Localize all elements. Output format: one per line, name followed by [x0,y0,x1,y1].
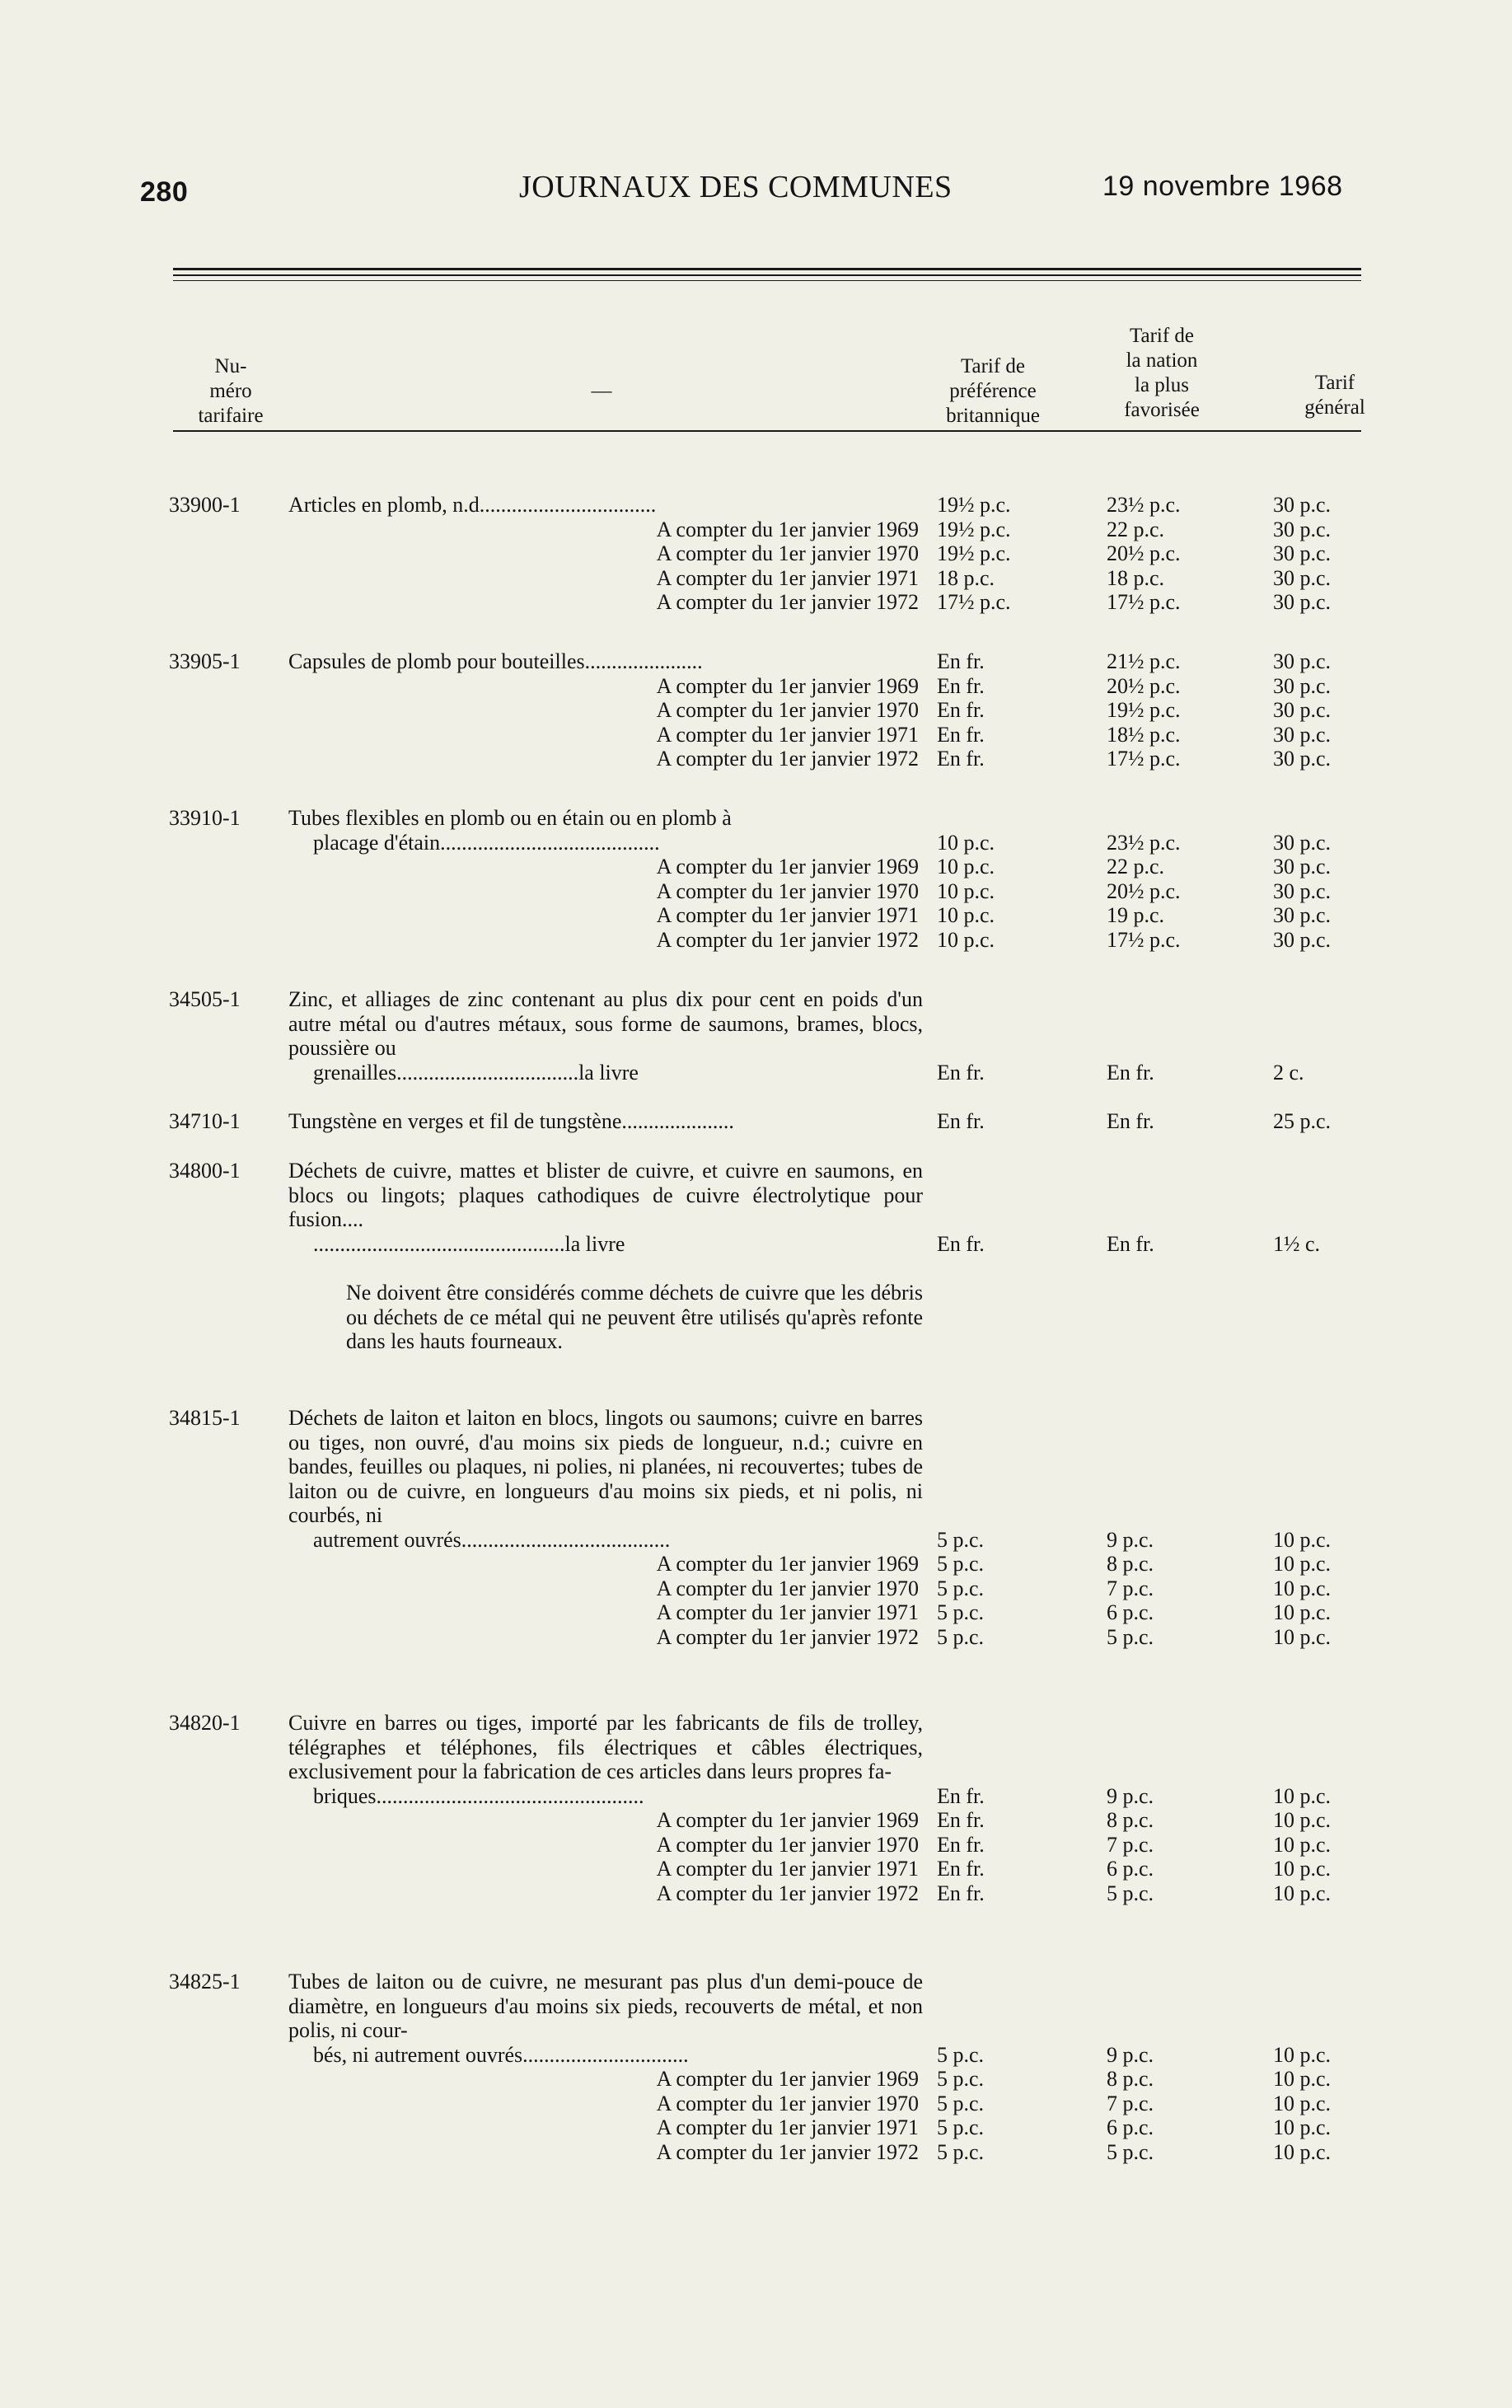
britannique-rate: En fr. [937,1783,985,1808]
rate-label: A compter du 1er janvier 1972 [656,2139,919,2164]
rate-label: Articles en plomb, n.d................................. [288,493,657,517]
rate-label: A compter du 1er janvier 1969 [656,1552,919,1576]
rate-label: A compter du 1er janvier 1970 [656,2091,919,2115]
rate-row [0,1061,1512,1085]
rate-rows [0,831,1512,953]
britannique-rate: 5 p.c. [937,2091,985,2115]
tariff-number: 33900-1 [169,493,241,517]
rate-label: Tungstène en verges et fil de tungstène..................... [288,1109,734,1133]
britannique-rate: 10 p.c. [937,855,995,878]
column-header-numero: Nu- méro tarifaire [198,355,264,427]
rate-label: A compter du 1er janvier 1971 [656,722,919,747]
rate-row [0,879,1512,904]
general-rate: 1½ c. [1273,1231,1321,1256]
rate-row [0,518,1512,542]
favorisee-rate: 20½ p.c. [1107,878,1181,903]
general-rate: 30 p.c. [1273,698,1332,722]
rate-row [0,698,1512,723]
rate-row [0,1833,1512,1858]
column-header-favorisee: Tarif de la nation la plus favorisée [1124,325,1200,421]
britannique-rate: En fr. [937,1857,985,1881]
rate-rows [0,649,1512,771]
britannique-rate: 19½ p.c. [937,493,1011,517]
rate-label: grenailles..................................la livre [313,1060,639,1085]
favorisee-rate: 19 p.c. [1107,903,1165,927]
general-rate: 30 p.c. [1273,855,1332,878]
tariff-number: 34505-1 [169,987,241,1011]
general-rate: 10 p.c. [1273,1808,1332,1832]
rate-label: A compter du 1er janvier 1972 [656,1624,919,1649]
rate-row [0,493,1512,518]
britannique-rate: 5 p.c. [937,1600,985,1624]
description-text: Déchets de cuivre, mattes et blister de cuivre, et cuivre en saumons, en blocs ou lingots; plaques cathodiques de cuivre électrolytique pour fusion.... [288,1159,923,1231]
favorisee-rate: 18½ p.c. [1107,722,1181,747]
favorisee-rate: 18 p.c. [1107,565,1165,590]
rate-rows [0,1232,1512,1257]
rate-label: A compter du 1er janvier 1970 [656,698,919,722]
rate-label: A compter du 1er janvier 1971 [656,1857,919,1881]
favorisee-rate: 5 p.c. [1107,1881,1154,1905]
tariff-description [288,806,923,831]
general-rate: 10 p.c. [1273,2067,1332,2091]
general-rate: 10 p.c. [1273,1857,1332,1881]
favorisee-rate: 23½ p.c. [1107,493,1181,517]
favorisee-rate: 9 p.c. [1107,1783,1154,1808]
favorisee-rate: 22 p.c. [1107,855,1165,878]
rate-row [0,1576,1512,1601]
britannique-rate: 10 p.c. [937,878,995,903]
rate-label: A compter du 1er janvier 1970 [656,1832,919,1857]
britannique-rate: 5 p.c. [937,2042,985,2067]
general-rate: 30 p.c. [1273,493,1332,517]
rate-row [0,1600,1512,1625]
rate-row [0,2092,1512,2116]
column-header-rule [173,430,1361,432]
general-rate: 30 p.c. [1273,541,1332,565]
britannique-rate: 17½ p.c. [937,590,1011,614]
general-rate: 10 p.c. [1273,1527,1332,1552]
britannique-rate: En fr. [937,698,985,722]
britannique-rate: En fr. [937,1109,985,1133]
general-rate: 10 p.c. [1273,1576,1332,1600]
general-rate: 10 p.c. [1273,1552,1332,1576]
rate-row [0,674,1512,699]
rate-row [0,1808,1512,1833]
rate-row [0,566,1512,591]
general-rate: 10 p.c. [1273,1881,1332,1905]
favorisee-rate: 9 p.c. [1107,2042,1154,2067]
britannique-rate: 5 p.c. [937,1527,985,1552]
general-rate: 10 p.c. [1273,2115,1332,2139]
rate-row [0,1857,1512,1881]
favorisee-rate: 17½ p.c. [1107,590,1181,614]
rate-rows [0,1109,1512,1134]
column-header-britannique: Tarif de préférence britannique [946,355,1040,427]
britannique-rate: En fr. [937,747,985,771]
rate-row [0,2043,1512,2068]
header-rule [173,268,1361,270]
rate-label: A compter du 1er janvier 1969 [656,517,919,541]
britannique-rate: En fr. [937,1060,985,1085]
britannique-rate: 5 p.c. [937,1552,985,1576]
issue-date: 19 novembre 1968 [1102,171,1343,202]
tariff-note: Ne doivent être considérés comme déchets de cuivre que les débris ou déchets de ce métal qui ne peuvent être utilisés qu'après refonte dans les hauts fourneaux. [346,1281,923,1353]
favorisee-rate: 8 p.c. [1107,1808,1154,1832]
favorisee-rate: En fr. [1107,1060,1154,1085]
header-rule [173,274,1361,276]
tariff-description [288,987,923,1061]
rate-label: A compter du 1er janvier 1971 [656,2115,919,2139]
rate-row [0,2140,1512,2165]
favorisee-rate: 7 p.c. [1107,2091,1154,2115]
favorisee-rate: 5 p.c. [1107,1624,1154,1649]
rate-row [0,590,1512,615]
rate-rows [0,1784,1512,1906]
britannique-rate: 19½ p.c. [937,541,1011,565]
rate-label: ...............................................la livre [313,1231,625,1256]
general-rate: 2 c. [1273,1060,1304,1085]
rate-row [0,1109,1512,1134]
favorisee-rate: 6 p.c. [1107,2115,1154,2139]
britannique-rate: En fr. [937,1231,985,1256]
rate-label: A compter du 1er janvier 1970 [656,878,919,903]
favorisee-rate: 6 p.c. [1107,1600,1154,1624]
rate-rows [0,1061,1512,1085]
general-rate: 25 p.c. [1273,1109,1332,1133]
favorisee-rate: En fr. [1107,1231,1154,1256]
favorisee-rate: 19½ p.c. [1107,698,1181,722]
rate-label: A compter du 1er janvier 1970 [656,1576,919,1600]
tariff-number: 34800-1 [169,1159,241,1183]
description-text: Tubes de laiton ou de cuivre, ne mesurant pas plus d'un demi-pouce de diamètre, en longueurs d'au moins six pieds, recouverts de métal, et non polis, ni cour- [288,1970,923,2042]
britannique-rate: En fr. [937,673,985,698]
column-header-dash: — [591,380,612,402]
rate-label: A compter du 1er janvier 1969 [656,2067,919,2091]
rate-label: autrement ouvrés....................................... [313,1527,671,1552]
britannique-rate: 5 p.c. [937,1624,985,1649]
general-rate: 10 p.c. [1273,1624,1332,1649]
rate-row [0,2115,1512,2140]
tariff-number: 34820-1 [169,1711,241,1735]
britannique-rate: 5 p.c. [937,1576,985,1600]
britannique-rate: En fr. [937,1881,985,1905]
rate-row [0,2067,1512,2092]
rate-row [0,723,1512,747]
description-text: Zinc, et alliages de zinc contenant au plus dix pour cent en poids d'un autre métal ou d'autres métaux, sous forme de saumons, brames, blocs, poussière ou [288,987,923,1060]
tariff-description [288,1711,923,1784]
favorisee-rate: 7 p.c. [1107,1832,1154,1857]
rate-row [0,1784,1512,1809]
britannique-rate: 10 p.c. [937,927,995,952]
page-number: 280 [140,176,189,208]
favorisee-rate: 6 p.c. [1107,1857,1154,1881]
rate-row [0,541,1512,566]
rate-label: A compter du 1er janvier 1971 [656,565,919,590]
general-rate: 30 p.c. [1273,903,1332,927]
tariff-number: 34825-1 [169,1970,241,1993]
general-rate: 30 p.c. [1273,565,1332,590]
britannique-rate: 5 p.c. [937,2139,985,2164]
favorisee-rate: 23½ p.c. [1107,830,1181,855]
favorisee-rate: 9 p.c. [1107,1527,1154,1552]
description-text: Tubes flexibles en plomb ou en étain ou en plomb à [288,806,732,830]
header-rule [173,280,1361,281]
general-rate: 10 p.c. [1273,1600,1332,1624]
general-rate: 30 p.c. [1273,830,1332,855]
rate-row [0,1528,1512,1553]
tariff-description [288,1970,923,2043]
general-rate: 30 p.c. [1273,649,1332,673]
favorisee-rate: 7 p.c. [1107,1576,1154,1600]
rate-row [0,649,1512,674]
column-header-general: Tarif général [1304,372,1365,419]
britannique-rate: 18 p.c. [937,565,995,590]
description-text: Cuivre en barres ou tiges, importé par les fabricants de fils de trolley, télégraphes et téléphones, fils électriques et câbles électriques, exclusivement pour la fabrication de ces articles dans leurs propres fa- [288,1711,923,1783]
rate-row [0,1552,1512,1576]
favorisee-rate: 17½ p.c. [1107,747,1181,771]
general-rate: 10 p.c. [1273,2139,1332,2164]
general-rate: 10 p.c. [1273,1832,1332,1857]
rate-label: A compter du 1er janvier 1971 [656,903,919,927]
britannique-rate: 10 p.c. [937,830,995,855]
tariff-number: 34710-1 [169,1109,241,1133]
rate-label: A compter du 1er janvier 1972 [656,747,919,771]
rate-rows [0,2043,1512,2165]
tariff-number: 33910-1 [169,806,241,830]
description-text: Déchets de laiton et laiton en blocs, lingots ou saumons; cuivre en barres ou tiges, non ouvré, d'au moins six pieds de longueur, n.d.; cuivre en bandes, feuilles ou plaques, ni polies, ni planées, ni recouvertes; tubes de laiton ou de cuivre, en longueurs d'au moins six pieds, et ni polis, ni courbés, ni [288,1406,923,1527]
britannique-rate: En fr. [937,1808,985,1832]
general-rate: 10 p.c. [1273,2042,1332,2067]
britannique-rate: En fr. [937,1832,985,1857]
rate-row [0,903,1512,928]
general-rate: 30 p.c. [1273,517,1332,541]
rate-label: A compter du 1er janvier 1971 [656,1600,919,1624]
britannique-rate: 10 p.c. [937,903,995,927]
rate-rows [0,1528,1512,1650]
rate-row [0,1625,1512,1650]
rate-label: A compter du 1er janvier 1969 [656,1808,919,1832]
general-rate: 30 p.c. [1273,673,1332,698]
favorisee-rate: 20½ p.c. [1107,541,1181,565]
rate-label: A compter du 1er janvier 1969 [656,855,919,878]
rate-rows [0,493,1512,615]
favorisee-rate: 5 p.c. [1107,2139,1154,2164]
general-rate: 30 p.c. [1273,878,1332,903]
britannique-rate: En fr. [937,722,985,747]
rate-row [0,747,1512,771]
rate-label: placage d'étain......................................... [313,830,660,855]
general-rate: 10 p.c. [1273,1783,1332,1808]
rate-label: A compter du 1er janvier 1972 [656,927,919,952]
general-rate: 10 p.c. [1273,2091,1332,2115]
favorisee-rate: 20½ p.c. [1107,673,1181,698]
rate-label: bés, ni autrement ouvrés............................... [313,2042,689,2067]
general-rate: 30 p.c. [1273,722,1332,747]
rate-label: briques.................................................. [313,1783,644,1808]
britannique-rate: 5 p.c. [937,2115,985,2139]
tariff-description [288,1406,923,1528]
tariff-number: 33905-1 [169,649,241,673]
favorisee-rate: 22 p.c. [1107,517,1165,541]
tariff-number: 34815-1 [169,1406,241,1430]
favorisee-rate: 21½ p.c. [1107,649,1181,673]
britannique-rate: 19½ p.c. [937,517,1011,541]
favorisee-rate: 8 p.c. [1107,2067,1154,2091]
journal-title: JOURNAUX DES COMMUNES [519,170,953,204]
rate-row [0,928,1512,953]
rate-label: A compter du 1er janvier 1969 [656,673,919,698]
general-rate: 30 p.c. [1273,747,1332,771]
rate-label: Capsules de plomb pour bouteilles...................... [288,649,703,673]
rate-label: A compter du 1er janvier 1972 [656,1881,919,1905]
rate-row [0,831,1512,855]
rate-row [0,1881,1512,1906]
favorisee-rate: 8 p.c. [1107,1552,1154,1576]
general-rate: 30 p.c. [1273,927,1332,952]
favorisee-rate: 17½ p.c. [1107,927,1181,952]
britannique-rate: 5 p.c. [937,2067,985,2091]
britannique-rate: En fr. [937,649,985,673]
general-rate: 30 p.c. [1273,590,1332,614]
rate-label: A compter du 1er janvier 1972 [656,590,919,614]
rate-row [0,855,1512,879]
rate-label: A compter du 1er janvier 1970 [656,541,919,565]
rate-row [0,1232,1512,1257]
tariff-description [288,1159,923,1232]
favorisee-rate: En fr. [1107,1109,1154,1133]
